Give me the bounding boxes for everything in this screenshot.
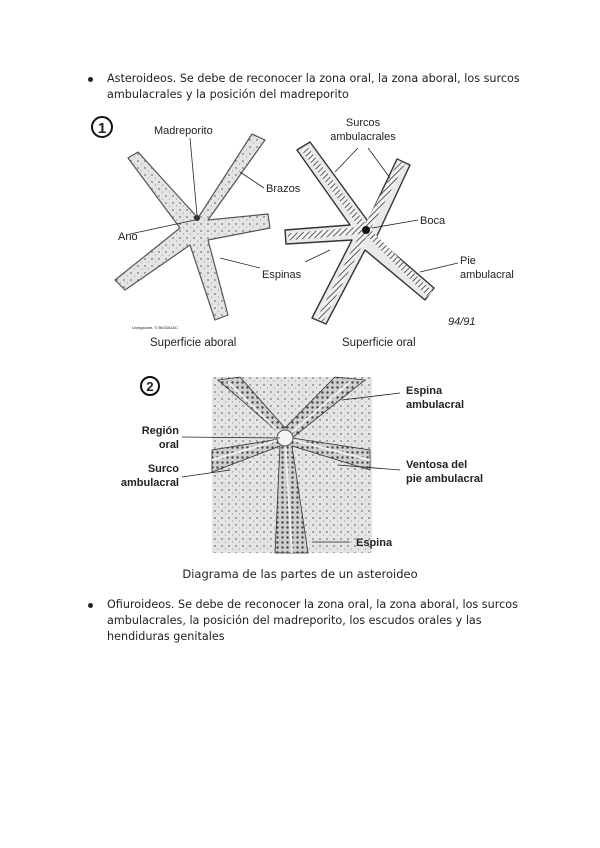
label-region-1: Región (141, 425, 179, 437)
bullet-dot (88, 77, 93, 82)
image-credit: Livingstone, © BIODIDAC (132, 325, 178, 330)
label-region-2: oral (158, 439, 179, 451)
bullet-asteroideos (88, 71, 528, 103)
label-madreporito: Madreporito (154, 125, 213, 137)
label-boca: Boca (420, 215, 446, 227)
mouth (362, 226, 370, 234)
label-ventosa-2: pie ambulacral (406, 473, 484, 485)
label-ventosa-1: Ventosa del (406, 459, 468, 471)
label-espina-amb-1: Espina (406, 385, 443, 397)
bullet-text: Asteroideos. Se debe de reconocer la zona oral, la zona aboral, los surcos ambulacrales y la posición del madreporito (107, 72, 520, 101)
panel-number: 1 (97, 120, 107, 137)
oral-closeup (212, 377, 372, 553)
oral-starfish (285, 142, 434, 324)
artist-signature: 94/91 (448, 316, 476, 328)
caption-aboral: Superficie aboral (150, 337, 237, 349)
label-espinas: Espinas (262, 269, 302, 281)
label-pie-1: Pie (460, 255, 476, 267)
label-brazos: Brazos (266, 183, 301, 195)
label-espina-amb-2: ambulacral (406, 399, 465, 411)
figure-caption: Diagrama de las partes de un asteroideo (182, 567, 418, 581)
bullet-dot (88, 603, 93, 608)
panel-number: 2 (146, 379, 154, 394)
bullet-ofiuroideos (88, 597, 528, 645)
asteroid-diagram (80, 110, 530, 560)
panel-2 (121, 377, 483, 553)
label-surco-2: ambulacral (120, 477, 179, 489)
label-pie-2: ambulacral (460, 269, 514, 281)
label-surco-1: Surco (147, 463, 179, 475)
label-ano: Ano (118, 231, 138, 243)
panel-1 (92, 117, 514, 349)
label-surcos-1: Surcos (345, 117, 381, 129)
caption-oral: Superficie oral (342, 337, 416, 349)
label-espina: Espina (356, 537, 393, 549)
bullet-text: Ofiuroideos. Se debe de reconocer la zona oral, la zona aboral, los surcos ambulacrales, la posición del madreporito, los escudos orales y las hendiduras genitales (107, 598, 518, 643)
label-surcos-2: ambulacrales (330, 131, 396, 143)
